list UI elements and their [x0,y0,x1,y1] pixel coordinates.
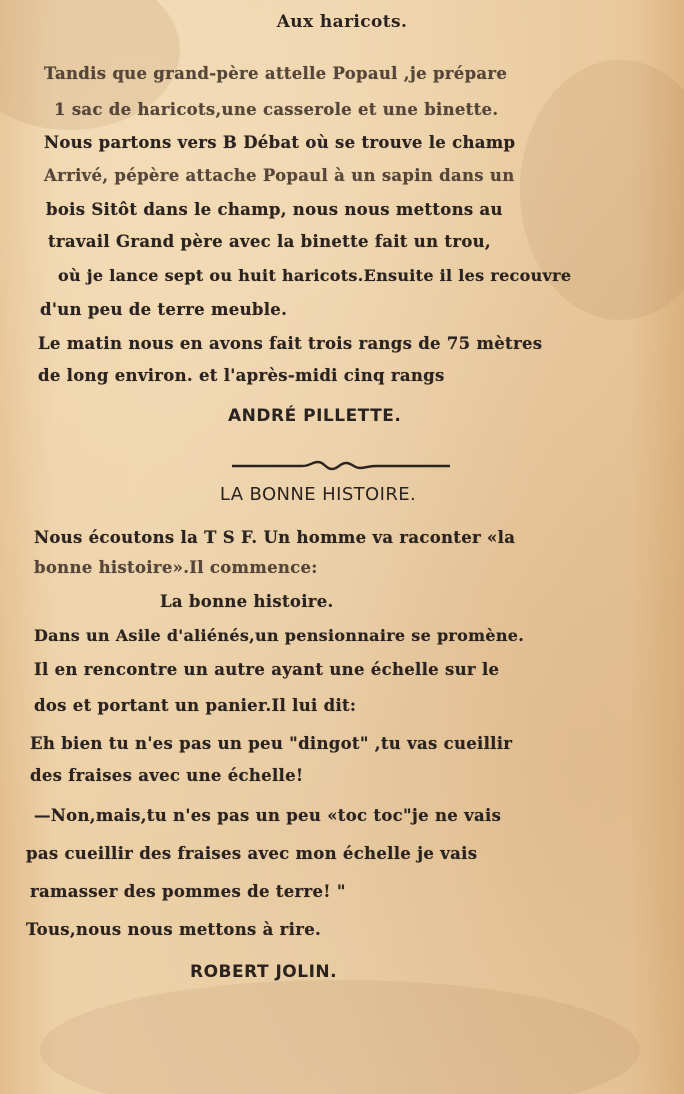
story2-line: bonne histoire».Il commence: [34,558,318,577]
story1-line: d'un peu de terre meuble. [40,300,288,319]
story1-line: Le matin nous en avons fait trois rangs de 75 mètres [38,334,543,353]
paper-stain [40,980,640,1094]
story2-line: ramasser des pommes de terre! " [30,882,346,901]
story2-line: Nous écoutons la T S F. Un homme va raconter «la [34,528,516,547]
story2-line: Il en rencontre un autre ayant une échelle sur le [34,660,500,679]
story2-line: Tous,nous nous mettons à rire. [26,920,322,939]
story2-line: Dans un Asile d'aliénés,un pensionnaire se promène. [34,626,525,645]
story2-line: pas cueillir des fraises avec mon échelle je vais [26,844,478,863]
story2-line: La bonne histoire. [160,592,334,611]
story1-line: Nous partons vers B Débat où se trouve le champ [44,133,516,152]
story2-title: LA BONNE HISTOIRE. [219,484,417,505]
story2-line: dos et portant un panier.Il lui dit: [34,696,357,715]
story2-signature: ROBERT JOLIN. [190,962,338,982]
story2-line: Eh bien tu n'es pas un peu "dingot" ,tu vas cueillir [30,734,513,753]
story1-line: de long environ. et l'après-midi cinq rangs [38,366,445,385]
story1-line: Arrivé, pépère attache Popaul à un sapin dans un [44,166,515,185]
story1-signature: ANDRÉ PILLETTE. [228,406,402,426]
story1-line: Tandis que grand-père attelle Popaul ,je prépare [44,64,508,83]
divider-ornament [232,460,450,472]
story1-line: bois Sitôt dans le champ, nous nous mettons au [46,200,503,219]
story1-line: travail Grand père avec la binette fait un trou, [48,232,491,251]
story1-line: où je lance sept ou huit haricots.Ensuite il les recouvre [58,266,572,285]
story1-line: 1 sac de haricots,une casserole et une binette. [54,100,499,119]
story2-line: —Non,mais,tu n'es pas un peu «toc toc"je ne vais [34,806,502,825]
story1-title: Aux haricots. [276,12,408,32]
story2-line: des fraises avec une échelle! [30,766,304,785]
